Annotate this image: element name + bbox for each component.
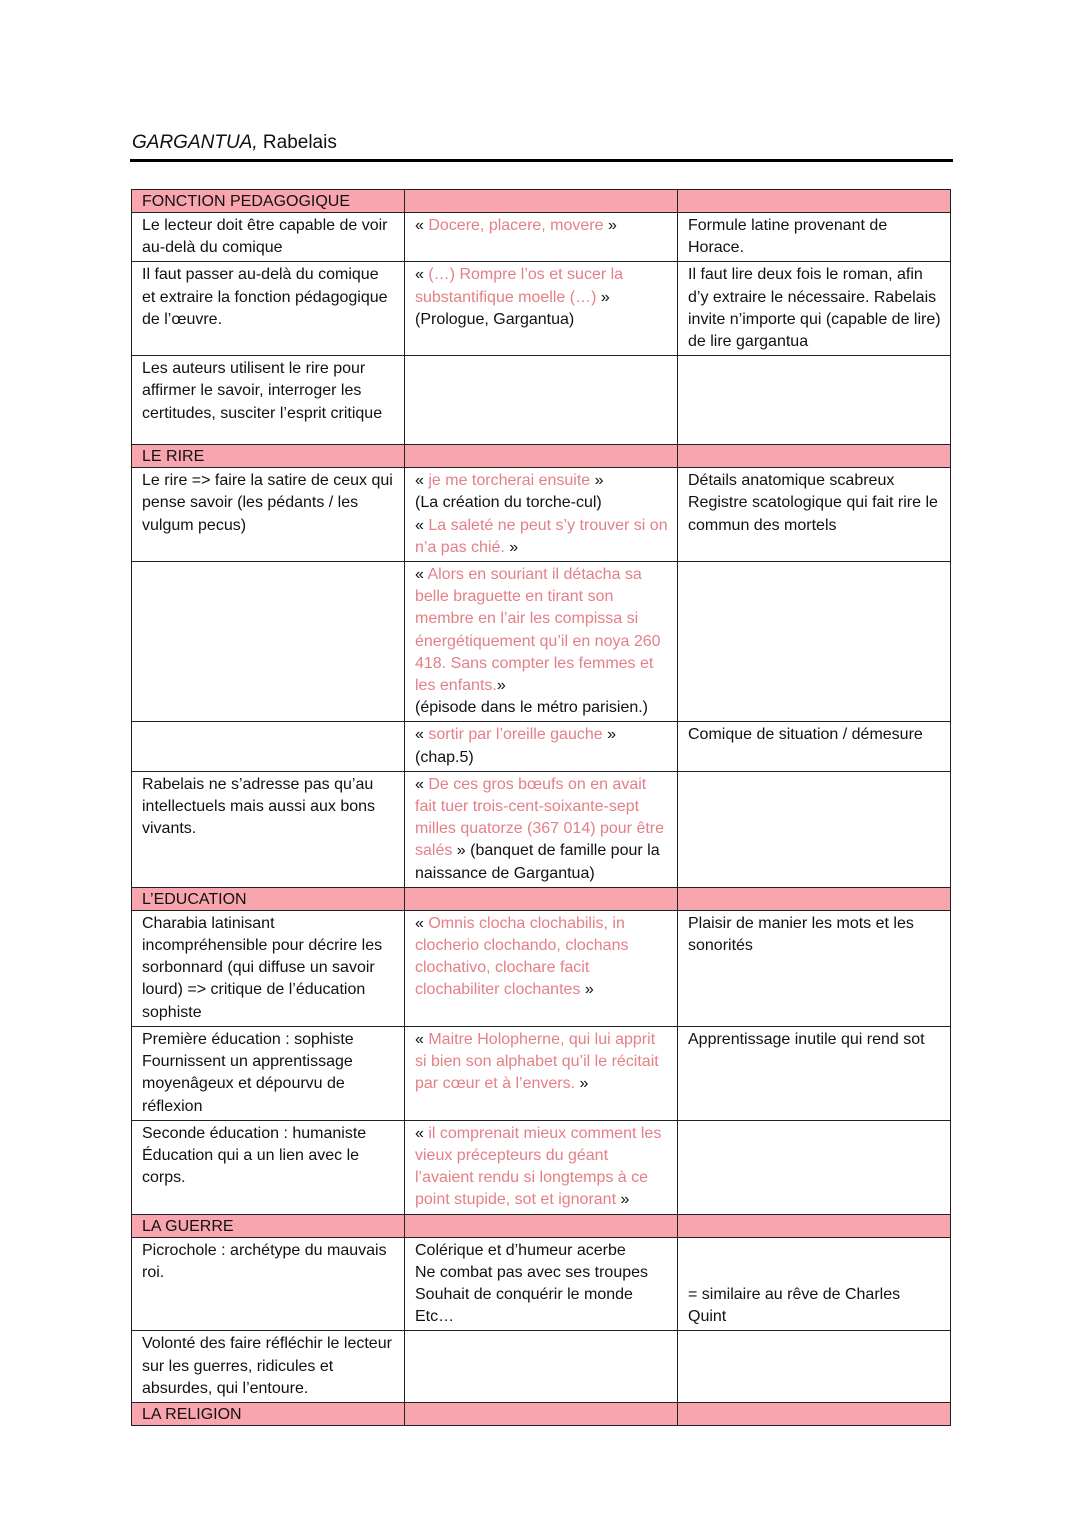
quote-note: (chap.5) — [415, 748, 474, 766]
quote-text: De ces gros bœufs on en avait fait tuer trois-cent-soixante-sept milles quatorze (367 014) pour être salés — [415, 775, 665, 860]
quote-text: sortir par l’oreille gauche — [428, 726, 603, 744]
table-row — [132, 562, 951, 722]
close-guillemet: » — [575, 1075, 589, 1093]
section-cell — [405, 887, 678, 910]
topic-cell: Picrochole : archétype du mauvais roi. — [132, 1237, 405, 1331]
comment-cell: Plaisir de manier les mots et les sonorités — [678, 910, 951, 1026]
section-cell — [405, 1214, 678, 1237]
close-guillemet: » — [452, 842, 466, 860]
quote-cell — [405, 1331, 678, 1403]
quote-note: (épisode dans le métro parisien.) — [415, 699, 649, 717]
quote-text: Maitre Holopherne, qui lui apprit si bien son alphabet qu’il le récitait par cœur et à l’envers. — [415, 1030, 659, 1093]
quote-text: Omnis clocha clochabilis, in clocherio clochando, clochans clochativo, clochare facit clochabiliter clochantes — [415, 914, 629, 999]
table-row — [132, 1026, 951, 1120]
quote-entry — [415, 1123, 669, 1212]
comment-cell: Il faut lire deux fois le roman, afin d’y extraire le nécessaire. Rabelais invite n’importe qui (capable de lire) de lire gargantua — [678, 262, 951, 356]
close-guillemet: » — [596, 288, 610, 306]
quote-entry — [415, 264, 669, 308]
table-row — [132, 1237, 951, 1331]
close-guillemet: » — [602, 726, 616, 744]
open-guillemet: « — [415, 217, 429, 234]
page-title — [132, 132, 337, 154]
open-guillemet: « — [415, 516, 429, 534]
section-header-row — [132, 445, 951, 468]
topic-cell: Charabia latinisant incompréhensible pour décrire les sorbonnard (qui diffuse un savoir lourd) => critique de l’éducation sophiste — [132, 910, 405, 1026]
table-row — [132, 1120, 951, 1214]
topic-cell — [132, 562, 405, 722]
quote-cell — [405, 213, 678, 262]
quote-cell — [405, 356, 678, 445]
quote-cell — [405, 910, 678, 1026]
title-underline — [130, 159, 953, 162]
table-row — [132, 1331, 951, 1403]
quote-cell — [405, 562, 678, 722]
quote-entry — [415, 724, 669, 746]
quote-cell — [405, 722, 678, 771]
comment-cell — [678, 356, 951, 445]
comment-cell — [678, 1331, 951, 1403]
title-author: Rabelais — [257, 132, 337, 153]
quote-entry — [415, 1029, 669, 1096]
quote-cell — [405, 468, 678, 562]
close-guillemet: » — [603, 217, 617, 234]
close-guillemet: » — [590, 472, 604, 490]
quote-cell — [405, 1120, 678, 1214]
quote-entry — [415, 913, 669, 1002]
section-label: FONCTION PEDAGOGIQUE — [132, 190, 405, 213]
section-label: LE RIRE — [132, 445, 405, 468]
quote-text: il comprenait mieux comment les vieux précepteurs du géant l’avaient rendu si longtemps à ce point stupide, sot et ignorant — [415, 1124, 662, 1209]
section-cell — [678, 1402, 951, 1425]
close-guillemet: » — [580, 981, 594, 999]
open-guillemet: « — [415, 914, 429, 932]
table-row — [132, 910, 951, 1026]
section-header-row — [132, 1402, 951, 1425]
notes-table — [131, 189, 951, 1426]
open-guillemet: « — [415, 775, 429, 793]
section-cell — [678, 1214, 951, 1237]
quote-entry — [415, 774, 669, 885]
quote-text: Docere, placere, movere — [428, 217, 604, 234]
quote-text: La saleté ne peut s’y trouver si on n’a pas chié. — [415, 516, 668, 556]
topic-cell: Première éducation : sophiste Fournissent un apprentissage moyenâgeux et dépourvu de réflexion — [132, 1026, 405, 1120]
comment-cell: Apprentissage inutile qui rend sot — [678, 1026, 951, 1120]
close-guillemet: » — [496, 677, 506, 695]
section-cell — [405, 445, 678, 468]
section-cell — [405, 1402, 678, 1425]
quote-entry — [415, 470, 669, 492]
section-label: L’EDUCATION — [132, 887, 405, 910]
topic-cell: Les auteurs utilisent le rire pour affirmer le savoir, interroger les certitudes, susciter l’esprit critique — [132, 356, 405, 445]
section-label: LA RELIGION — [132, 1402, 405, 1425]
table-row — [132, 213, 951, 262]
quote-note: Souhait de conquérir le monde — [415, 1285, 633, 1303]
comment-cell: Formule latine provenant de Horace. — [678, 213, 951, 262]
table-row — [132, 356, 951, 445]
section-header-row — [132, 190, 951, 213]
quote-text: Alors en souriant il détacha sa belle braguette en tirant son membre en l’air les compissa si énergétiquement qu’il en noya 260 418. Sans compter les femmes et les enfants. — [415, 566, 661, 695]
table-row — [132, 722, 951, 771]
open-guillemet: « — [415, 472, 429, 490]
quote-note: (La création du torche-cul) — [415, 494, 602, 512]
quote-entry — [415, 564, 669, 697]
open-guillemet: « — [415, 266, 429, 284]
comment-cell — [678, 1120, 951, 1214]
table-row — [132, 468, 951, 562]
quote-text: (…) Rompre l’os et sucer la substantifique moelle (…) — [415, 266, 624, 306]
topic-cell: Le lecteur doit être capable de voir au-delà du comique — [132, 213, 405, 262]
section-cell — [678, 887, 951, 910]
section-header-row — [132, 1214, 951, 1237]
section-cell — [678, 445, 951, 468]
close-guillemet: » — [616, 1191, 630, 1209]
open-guillemet: « — [415, 726, 429, 744]
topic-cell: Rabelais ne s’adresse pas qu’au intellectuels mais aussi aux bons vivants. — [132, 771, 405, 887]
quote-note: Colérique et d’humeur acerbe — [415, 1241, 626, 1259]
topic-cell: Seconde éducation : humaniste Éducation qui a un lien avec le corps. — [132, 1120, 405, 1214]
close-guillemet: » — [504, 538, 519, 556]
quote-cell — [405, 1237, 678, 1331]
topic-cell — [132, 722, 405, 771]
quote-entry — [415, 215, 669, 237]
quote-cell — [405, 771, 678, 887]
section-cell — [405, 190, 678, 213]
title-work: GARGANTUA, — [132, 132, 258, 153]
comment-cell: = similaire au rêve de Charles Quint — [678, 1237, 951, 1331]
quote-text: je me torcherai ensuite — [428, 472, 591, 490]
open-guillemet: « — [415, 566, 428, 584]
comment-cell: Comique de situation / démesure — [678, 722, 951, 771]
open-guillemet: « — [415, 1124, 429, 1142]
section-cell — [678, 190, 951, 213]
quote-note: Etc… — [415, 1308, 455, 1326]
topic-cell: Il faut passer au-delà du comique et extraire la fonction pédagogique de l’œuvre. — [132, 262, 405, 356]
quote-entry — [415, 515, 669, 559]
quote-note: (Prologue, Gargantua) — [415, 310, 575, 328]
table-row — [132, 771, 951, 887]
quote-note: Ne combat pas avec ses troupes — [415, 1263, 649, 1281]
comment-cell — [678, 771, 951, 887]
topic-cell: Le rire => faire la satire de ceux qui pense savoir (les pédants / les vulgum pecus) — [132, 468, 405, 562]
open-guillemet: « — [415, 1030, 429, 1048]
table-row — [132, 262, 951, 356]
comment-cell — [678, 562, 951, 722]
section-header-row — [132, 887, 951, 910]
notes-table-body — [132, 190, 951, 1426]
quote-cell — [405, 1026, 678, 1120]
quote-context: (banquet de famille pour la naissance de Gargantua) — [415, 842, 660, 882]
quote-cell — [405, 262, 678, 356]
topic-cell: Volonté des faire réfléchir le lecteur sur les guerres, ridicules et absurdes, qui l’entoure. — [132, 1331, 405, 1403]
comment-cell: Détails anatomique scabreux Registre scatologique qui fait rire le commun des mortels — [678, 468, 951, 562]
section-label: LA GUERRE — [132, 1214, 405, 1237]
